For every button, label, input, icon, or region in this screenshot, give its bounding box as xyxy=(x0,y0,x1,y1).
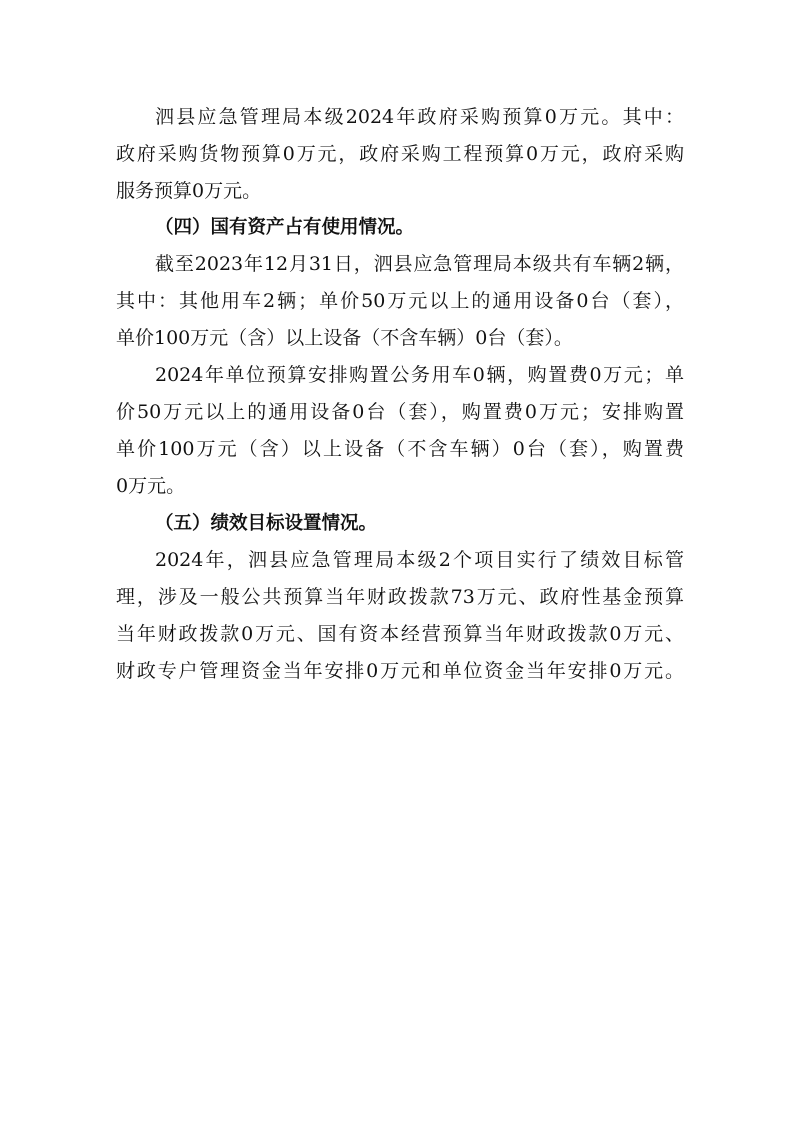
section-heading: （五）绩效目标设置情况。 xyxy=(155,513,378,534)
section-heading: （四）国有资产占有使用情况。 xyxy=(155,217,415,238)
paragraph-line: 单价100万元（含）以上设备（不含车辆）0台（套）。 xyxy=(116,327,573,349)
section-heading-performance-goals xyxy=(116,505,684,542)
paragraph-line: 服务预算0万元。 xyxy=(116,180,262,202)
paragraph-line: 2024年单位预算安排购置公务用车0辆，购置费0万元；单 xyxy=(155,364,684,386)
section-heading-state-assets xyxy=(116,209,684,246)
paragraph-line: 理，涉及一般公共预算当年财政拨款73万元、政府性基金预算 xyxy=(116,586,684,608)
paragraph-line: 2024年，泗县应急管理局本级2个项目实行了绩效目标管 xyxy=(155,549,684,571)
paragraph-assets-status xyxy=(116,246,684,357)
paragraph-line: 当年财政拨款0万元、国有资本经营预算当年财政拨款0万元、 xyxy=(116,623,684,645)
paragraph-line: 财政专户管理资金当年安排0万元和单位资金当年安排0万元。 xyxy=(116,660,684,682)
paragraph-line: 0万元。 xyxy=(116,475,186,497)
paragraph-line: 截至2023年12月31日，泗县应急管理局本级共有车辆2辆， xyxy=(155,253,684,275)
paragraph-line: 泗县应急管理局本级2024年政府采购预算0万元。其中： xyxy=(155,106,684,128)
paragraph-purchase-plan xyxy=(116,357,684,505)
paragraph-line: 价50万元以上的通用设备0台（套），购置费0万元；安排购置 xyxy=(116,401,684,423)
paragraph-procurement-budget xyxy=(116,99,684,210)
paragraph-line: 政府采购货物预算0万元，政府采购工程预算0万元，政府采购 xyxy=(116,143,684,165)
paragraph-performance-goals xyxy=(116,542,684,690)
paragraph-line: 单价100万元（含）以上设备（不含车辆）0台（套），购置费 xyxy=(116,438,684,460)
paragraph-line: 其中：其他用车2辆；单价50万元以上的通用设备0台（套）， xyxy=(116,290,684,312)
